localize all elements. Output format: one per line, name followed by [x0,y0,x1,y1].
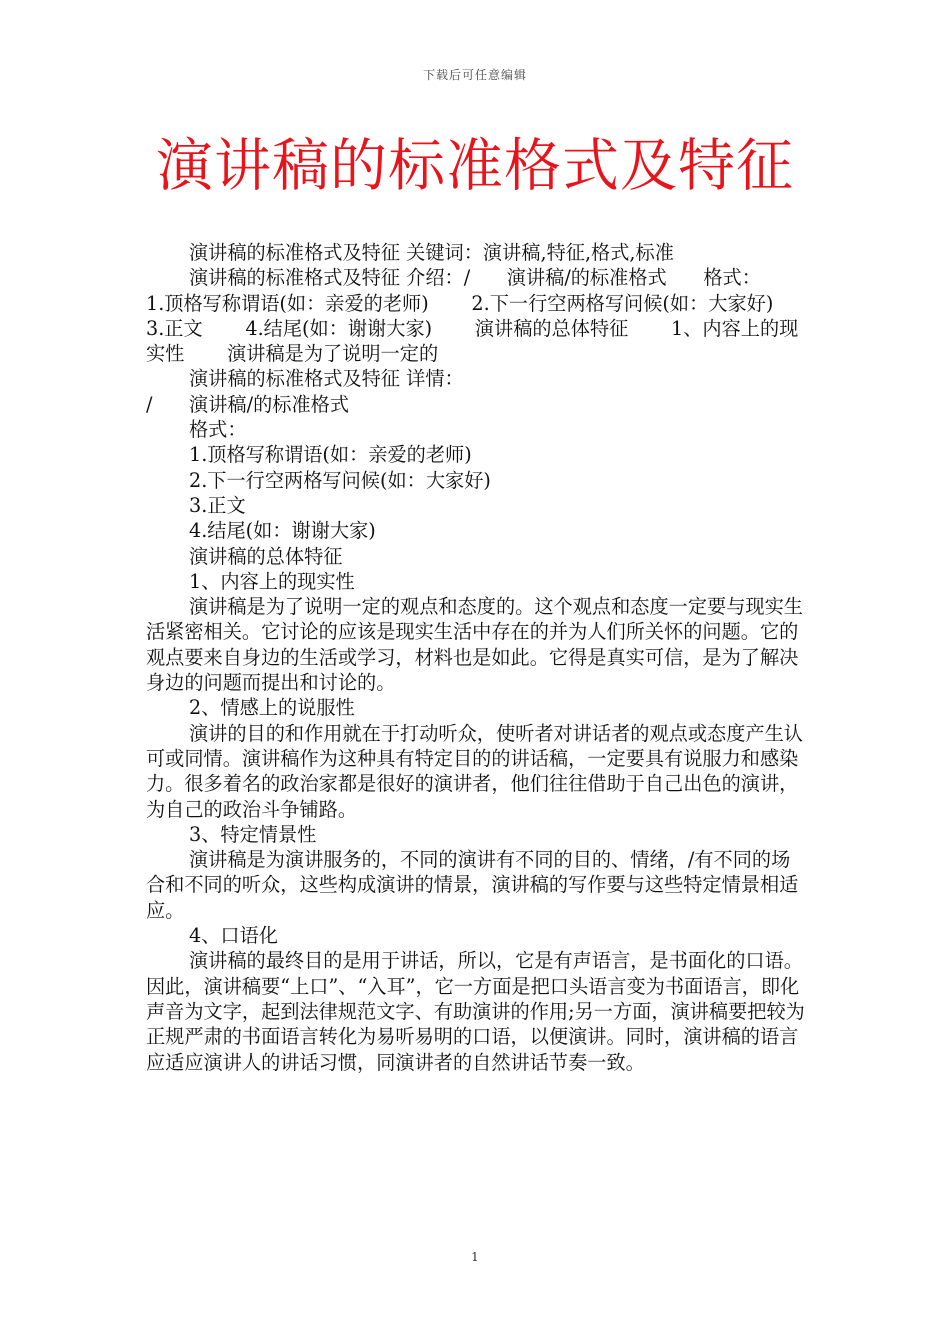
document-title: 演讲稿的标准格式及特征 [156,133,794,199]
body-paragraph: 格式： [189,418,247,442]
body-paragraph: 演讲的目的和作用就在于打动听众，使听者对讲话者的观点或态度产生认可或同情。演讲稿作为这种具有特定目的的讲话稿，一定要具有说服力和感染力。很多着名的政治家都是很好的演讲者，他们往往借助于自己出色的演讲，为自己的政治斗争铺路。 [146,721,803,821]
page-number: 1 [471,1250,479,1264]
body-paragraph: 3、特定情景性 [189,822,317,846]
body-paragraph: 演讲稿的最终目的是用于讲话，所以，它是有声语言，是书面化的口语。因此，演讲稿要“上口”、“入耳”，它一方面是把口头语言变为书面语言，即化声音为文字，起到法律规范文字、有助演讲的作用;另一方面，演讲稿要把较为正规严肃的书面语言转化为易听易明的口语，以便演讲。同时，演讲稿的语言应适应演讲人的讲话习惯，同演讲者的自然讲话节奏一致。 [146,949,805,1074]
body-paragraph: 1、内容上的现实性 [189,569,355,593]
document-body [146,240,817,1075]
body-paragraph: 1.顶格写称谓语(如：亲爱的老师) [189,443,472,467]
body-paragraph: 4.结尾(如：谢谢大家) [189,519,376,543]
body-paragraph: 演讲稿是为演讲服务的，不同的演讲有不同的目的、情绪，/有不同的场合和不同的听众，这些构成演讲的情景，演讲稿的写作要与这些特定情景相适应。 [146,848,799,922]
body-paragraph: 演讲稿的标准格式及特征 关键词：演讲稿,特征,格式,标准 [189,241,674,264]
body-paragraph: / 演讲稿/的标准格式 [146,392,350,416]
body-paragraph: 演讲稿的总体特征 [189,544,343,568]
body-paragraph: 演讲稿的标准格式及特征 介绍：/ 演讲稿/的标准格式 格式： 1.顶格写称谓语(如：亲爱的老师) 2.下一行空两格写问候(如：大家好) 3.正文 4.结尾(如：谢谢大家) 演讲稿的总体特征 1、内容上的现实性 演讲稿是为了说明一定的 [146,266,817,366]
body-paragraph: 演讲稿是为了说明一定的观点和态度的。这个观点和态度一定要与现实生活紧密相关。它讨论的应该是现实生活中存在的并为人们所关怀的问题。它的观点要来自身边的生活或学习，材料也是如此。它得是真实可信，是为了解决身边的问题而提出和讨论的。 [146,595,803,695]
body-paragraph: 3.正文 [189,493,246,517]
body-paragraph: 演讲稿的标准格式及特征 详情： [189,367,464,391]
header-note: 下载后可任意编辑 [422,68,527,82]
body-paragraph: 4、口语化 [189,924,278,948]
body-paragraph: 2、情感上的说服性 [189,696,355,720]
body-paragraph: 2.下一行空两格写问候(如：大家好) [189,468,491,492]
